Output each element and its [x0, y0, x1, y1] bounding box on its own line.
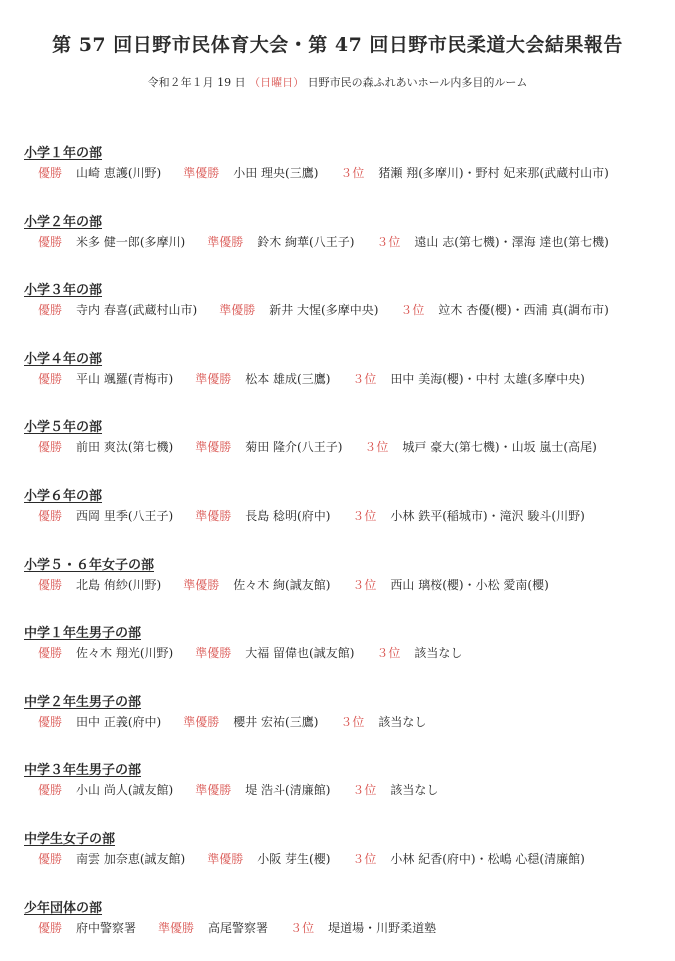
result-section: [0, 755, 675, 824]
first-place: 西岡 里季(八王子): [76, 508, 174, 523]
second-place: 堤 浩斗(清廉館): [245, 783, 331, 798]
result-line: [38, 507, 585, 524]
result-section: [0, 275, 675, 344]
event-venue: 日野市民の森ふれあいホール内多目的ルーム: [307, 76, 528, 89]
result-section: [0, 412, 675, 481]
first-label: 優勝: [38, 166, 63, 180]
result-line: [38, 576, 549, 593]
third-label: ３位: [340, 714, 365, 729]
second-place: 菊田 隆介(八王子): [245, 440, 343, 455]
section-title: 中学生女子の部: [24, 831, 116, 847]
second-label: 準優勝: [195, 371, 232, 386]
first-label: 優勝: [38, 646, 63, 661]
result-line: [38, 438, 597, 455]
result-line: [38, 233, 609, 250]
result-line: [38, 164, 609, 181]
first-place: 山崎 恵護(川野): [76, 166, 162, 180]
first-label: 優勝: [38, 508, 63, 523]
first-label: 優勝: [38, 783, 63, 798]
section-title: 中学１年生男子の部: [24, 626, 142, 642]
results-list: [0, 138, 675, 961]
first-place: 寺内 春喜(武蔵村山市): [76, 303, 198, 318]
second-label: 準優勝: [195, 783, 232, 798]
third-label: ３位: [364, 440, 389, 455]
event-date: 令和２年１月 19 日: [147, 76, 246, 89]
first-label: 優勝: [38, 577, 63, 592]
section-title: 中学３年生男子の部: [24, 763, 142, 779]
section-title: 小学５・６年女子の部: [24, 557, 155, 573]
section-title: 中学２年生男子の部: [24, 694, 142, 710]
first-label: 優勝: [38, 851, 63, 866]
first-label: 優勝: [38, 234, 63, 249]
first-place: 府中警察署: [76, 920, 137, 935]
second-place: 高尾警察署: [208, 920, 269, 935]
report-title: 第 57 回日野市民体育大会・第 47 回日野市民柔道大会結果報告: [52, 34, 623, 56]
third-place: 城戸 豪大(第七機)・山坂 嵐士(高尾): [402, 440, 597, 455]
third-place: 堤道場・川野柔道塾: [328, 920, 437, 935]
second-label: 準優勝: [195, 646, 232, 661]
result-section: [0, 550, 675, 619]
result-section: [0, 207, 675, 276]
third-place: 猪瀬 翔(多摩川)・野村 妃来那(武蔵村山市): [378, 166, 609, 180]
first-label: 優勝: [38, 303, 63, 318]
result-section: [0, 687, 675, 756]
third-place: 西山 璃桜(櫻)・小松 愛南(櫻): [390, 577, 549, 592]
result-line: [38, 370, 585, 387]
third-place: 該当なし: [378, 714, 427, 729]
section-title: 小学２年の部: [24, 214, 103, 230]
result-section: [0, 618, 675, 687]
third-place: 竝木 杏優(櫻)・西浦 真(調布市): [438, 303, 609, 318]
result-section: [0, 481, 675, 550]
second-label: 準優勝: [219, 303, 256, 318]
result-section: [0, 138, 675, 207]
event-info: [0, 74, 675, 90]
second-label: 準優勝: [195, 508, 232, 523]
second-label: 準優勝: [207, 234, 244, 249]
third-label: ３位: [400, 303, 425, 318]
third-label: ３位: [376, 234, 401, 249]
result-line: [38, 713, 426, 730]
result-line: [38, 919, 436, 936]
third-place: 該当なし: [414, 646, 463, 661]
second-place: 新井 大惺(多摩中央): [269, 303, 379, 318]
first-place: 平山 颯羅(青梅市): [76, 371, 174, 386]
third-label: ３位: [376, 646, 401, 661]
result-line: [38, 850, 585, 867]
first-place: 北島 侑紗(川野): [76, 577, 162, 592]
result-section: [0, 893, 675, 961]
second-place: 櫻井 宏祐(三鷹): [233, 714, 319, 729]
section-title: 小学３年の部: [24, 283, 103, 299]
second-place: 鈴木 絢華(八王子): [257, 234, 355, 249]
second-label: 準優勝: [207, 851, 244, 866]
third-place: 遠山 志(第七機)・澤海 達也(第七機): [414, 234, 609, 249]
second-label: 準優勝: [195, 440, 232, 455]
first-label: 優勝: [38, 714, 63, 729]
first-label: 優勝: [38, 920, 63, 935]
event-weekday: （日曜日）: [249, 76, 305, 89]
second-place: 小阪 芽生(櫻): [257, 851, 331, 866]
section-title: 小学１年の部: [24, 146, 103, 161]
section-title: 小学６年の部: [24, 488, 103, 504]
third-place: 小林 紀香(府中)・松嶋 心穏(清廉館): [390, 851, 585, 866]
first-label: 優勝: [38, 371, 63, 386]
third-place: 田中 美海(櫻)・中村 太雄(多摩中央): [390, 371, 585, 386]
first-place: 前田 爽汰(第七機): [76, 440, 174, 455]
first-place: 小山 尚人(誠友館): [76, 783, 174, 798]
first-place: 佐々木 翔光(川野): [76, 646, 174, 661]
second-place: 松本 雄成(三鷹): [245, 371, 331, 386]
second-place: 大福 留偉也(誠友館): [245, 646, 355, 661]
third-label: ３位: [352, 577, 377, 592]
second-place: 長島 稔明(府中): [245, 508, 331, 523]
third-place: 該当なし: [390, 783, 439, 798]
result-line: [38, 781, 438, 798]
second-label: 準優勝: [183, 714, 220, 729]
second-place: 小田 理央(三鷹): [233, 166, 319, 180]
third-place: 小林 鉄平(稲城市)・滝沢 駿斗(川野): [390, 508, 585, 523]
second-place: 佐々木 絢(誠友館): [233, 577, 331, 592]
section-title: 小学４年の部: [24, 351, 103, 367]
second-label: 準優勝: [183, 166, 220, 180]
section-title: 小学５年の部: [24, 420, 103, 436]
third-label: ３位: [290, 920, 315, 935]
first-place: 南雲 加奈恵(誠友館): [76, 851, 186, 866]
section-title: 少年団体の部: [24, 900, 103, 916]
second-label: 準優勝: [183, 577, 220, 592]
result-section: [0, 824, 675, 893]
result-line: [38, 301, 609, 318]
first-place: 田中 正義(府中): [76, 714, 162, 729]
third-label: ３位: [352, 371, 377, 386]
first-place: 米多 健一郎(多摩川): [76, 234, 186, 249]
second-label: 準優勝: [158, 920, 195, 935]
third-label: ３位: [352, 508, 377, 523]
first-label: 優勝: [38, 440, 63, 455]
third-label: ３位: [352, 851, 377, 866]
third-label: ３位: [352, 783, 377, 798]
result-section: [0, 344, 675, 413]
result-line: [38, 644, 462, 661]
third-label: ３位: [340, 166, 365, 180]
